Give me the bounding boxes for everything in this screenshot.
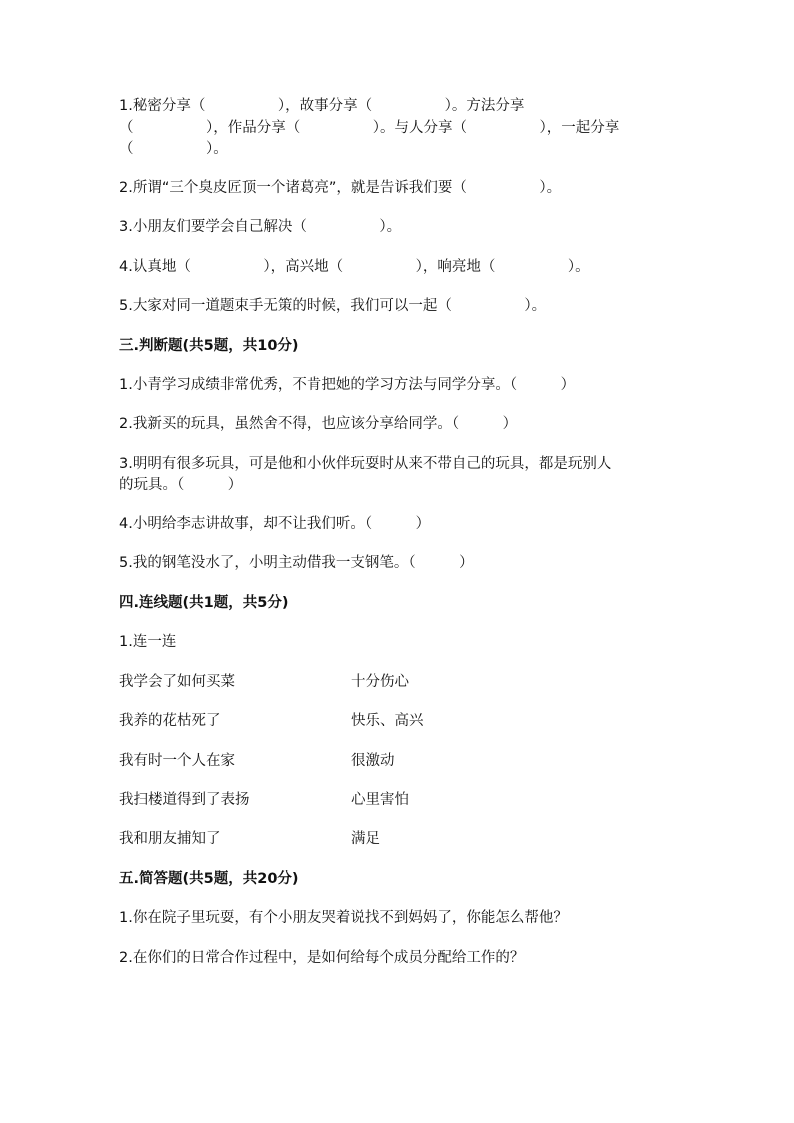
fill-in-question-4: 4.认真地（ ），高兴地（ ），响亮地（ ）。 bbox=[119, 259, 590, 275]
section-3-heading: 三.判断题(共5题，共10分) bbox=[119, 338, 299, 354]
judge-question-2: 2.我新买的玩具，虽然舍不得，也应该分享给同学。（ ） bbox=[119, 416, 518, 432]
matching-question-1: 1.连一连 bbox=[119, 634, 177, 650]
fill-in-question-2: 2.所谓“三个臭皮匠顶一个诸葛亮”，就是告诉我们要（ ）。 bbox=[119, 180, 562, 196]
short-answer-question-2: 2.在你们的日常合作过程中，是如何给每个成员分配给工作的？ bbox=[119, 950, 525, 966]
judge-question-1: 1.小青学习成绩非常优秀，不肯把她的学习方法与同学分享。（ ） bbox=[119, 377, 576, 393]
judge-question-3-line-1: 3.明明有很多玩具，可是他和小伙伴玩耍时从来不带自己的玩具，都是玩别人 bbox=[119, 456, 612, 472]
fill-in-question-1-line-2: （ ），作品分享（ ）。与人分享（ ），一起分享 bbox=[119, 120, 620, 136]
fill-in-question-1-line-1: 1.秘密分享（ ），故事分享（ ）。方法分享 bbox=[119, 98, 525, 114]
short-answer-question-1: 1.你在院子里玩耍，有个小朋友哭着说找不到妈妈了，你能怎么帮他？ bbox=[119, 910, 568, 926]
matching-left-item: 我有时一个人在家 bbox=[119, 753, 235, 769]
matching-right-item: 十分伤心 bbox=[351, 674, 409, 690]
section-5-heading: 五.简答题(共5题，共20分) bbox=[119, 871, 299, 887]
judge-question-4: 4.小明给李志讲故事，却不让我们听。（ ） bbox=[119, 516, 431, 532]
matching-right-item: 很激动 bbox=[351, 753, 395, 769]
fill-in-question-1-line-3: （ ）。 bbox=[119, 141, 228, 157]
fill-in-question-5: 5.大家对同一道题束手无策的时候，我们可以一起（ ）。 bbox=[119, 298, 547, 314]
matching-right-item: 快乐、高兴 bbox=[351, 713, 424, 729]
judge-question-3-line-2: 的玩具。（ ） bbox=[119, 477, 243, 493]
judge-question-5: 5.我的钢笔没水了，小明主动借我一支钢笔。（ ） bbox=[119, 555, 474, 571]
matching-left-item: 我学会了如何买菜 bbox=[119, 674, 235, 690]
matching-left-item: 我养的花枯死了 bbox=[119, 713, 221, 729]
matching-left-item: 我和朋友捕知了 bbox=[119, 831, 221, 847]
section-4-heading: 四.连线题(共1题，共5分) bbox=[119, 595, 289, 611]
matching-left-item: 我扫楼道得到了表扬 bbox=[119, 792, 250, 808]
matching-right-item: 满足 bbox=[351, 831, 380, 847]
matching-right-item: 心里害怕 bbox=[351, 792, 409, 808]
fill-in-question-3: 3.小朋友们要学会自己解决（ ）。 bbox=[119, 219, 402, 235]
